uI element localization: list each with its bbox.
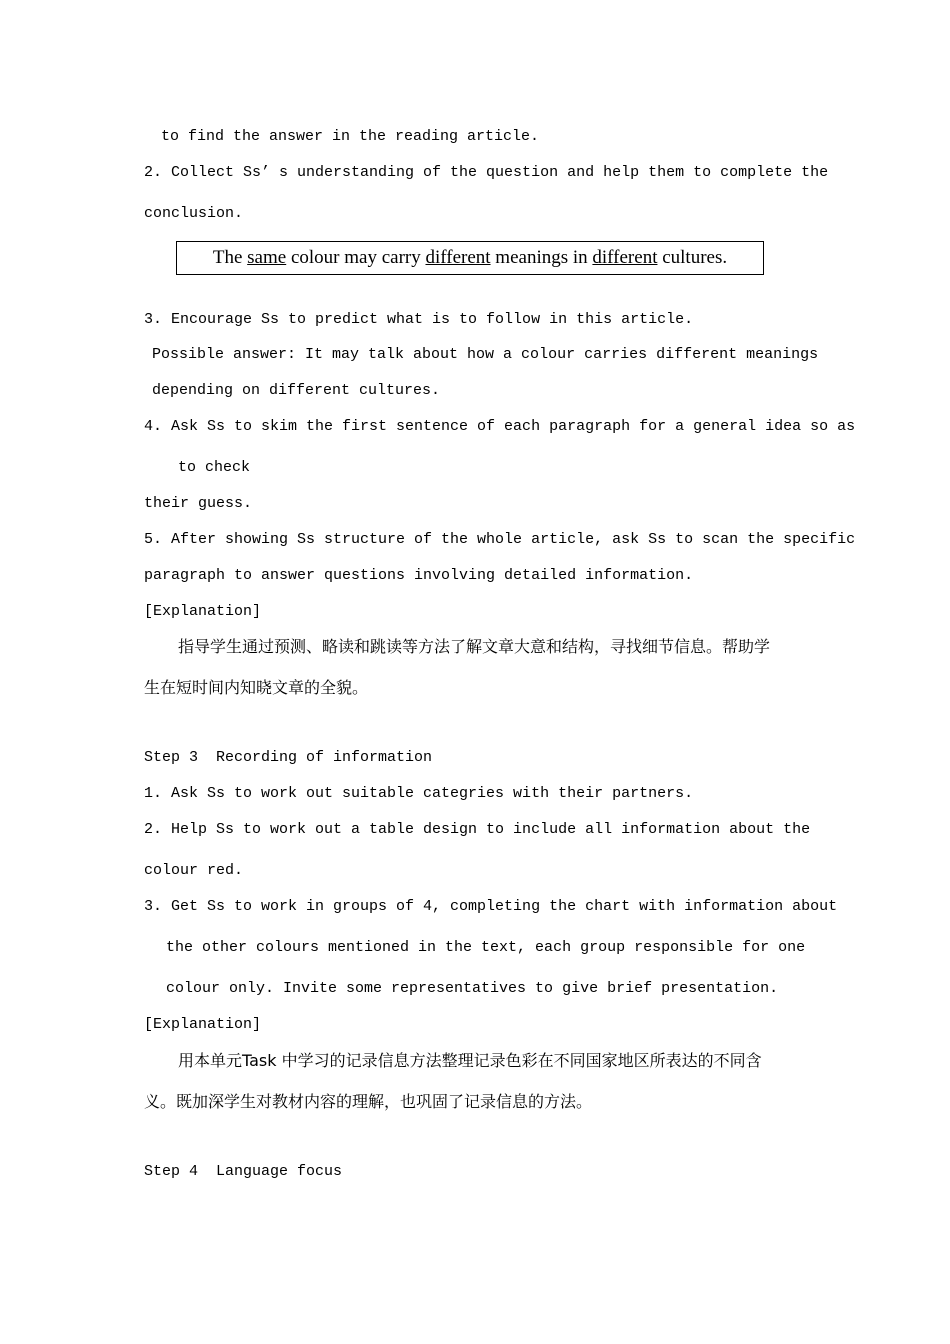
underlined-word: different — [425, 247, 491, 268]
instruction-line: paragraph to answer questions involving detailed information. — [144, 567, 694, 584]
instruction-line: 3. Encourage Ss to predict what is to follow in this article. — [144, 311, 694, 328]
explanation-label: [Explanation] — [144, 1016, 262, 1033]
explanation-text: 生在短时间内知晓文章的全貌。 — [144, 678, 369, 697]
instruction-line: the other colours mentioned in the text, each group responsible for one — [166, 939, 806, 956]
step-heading: Step 4 Language focus — [144, 1163, 343, 1180]
instruction-line: depending on different cultures. — [152, 382, 441, 399]
instruction-line: colour red. — [144, 862, 244, 879]
conclusion-text: meanings in — [490, 247, 593, 268]
conclusion-text: The — [212, 247, 248, 268]
instruction-line: colour only. Invite some representatives to give brief presentation. — [166, 980, 779, 997]
instruction-line: 1. Ask Ss to work out suitable categries with their partners. — [144, 785, 694, 802]
conclusion-text: colour may carry — [286, 247, 426, 268]
instruction-line: conclusion. — [144, 205, 244, 222]
step-heading: Step 3 Recording of information — [144, 749, 433, 766]
conclusion-box — [176, 241, 764, 275]
explanation-text: 用本单元Task 中学习的记录信息方法整理记录色彩在不同国家地区所表达的不同含 — [178, 1051, 762, 1070]
explanation-text: 指导学生通过预测、略读和跳读等方法了解文章大意和结构，寻找细节信息。帮助学 — [178, 637, 771, 656]
instruction-line: to find the answer in the reading article. — [161, 128, 540, 145]
explanation-label: [Explanation] — [144, 603, 262, 620]
instruction-line: 2. Collect Ss’ s understanding of the question and help them to complete the — [144, 164, 829, 181]
underlined-word: different — [592, 247, 658, 268]
underlined-word: same — [247, 247, 287, 268]
conclusion-text: cultures. — [657, 247, 728, 268]
explanation-text: 义。既加深学生对教材内容的理解，也巩固了记录信息的方法。 — [144, 1092, 593, 1111]
instruction-line: Possible answer: It may talk about how a colour carries different meanings — [152, 346, 819, 363]
instruction-line: their guess. — [144, 495, 253, 512]
instruction-line: 2. Help Ss to work out a table design to include all information about the — [144, 821, 811, 838]
instruction-line: 3. Get Ss to work in groups of 4, completing the chart with information about — [144, 898, 838, 915]
instruction-line: 5. After showing Ss structure of the whole article, ask Ss to scan the specific — [144, 531, 856, 548]
instruction-line: to check — [178, 459, 251, 476]
instruction-line: 4. Ask Ss to skim the first sentence of each paragraph for a general idea so as — [144, 418, 856, 435]
